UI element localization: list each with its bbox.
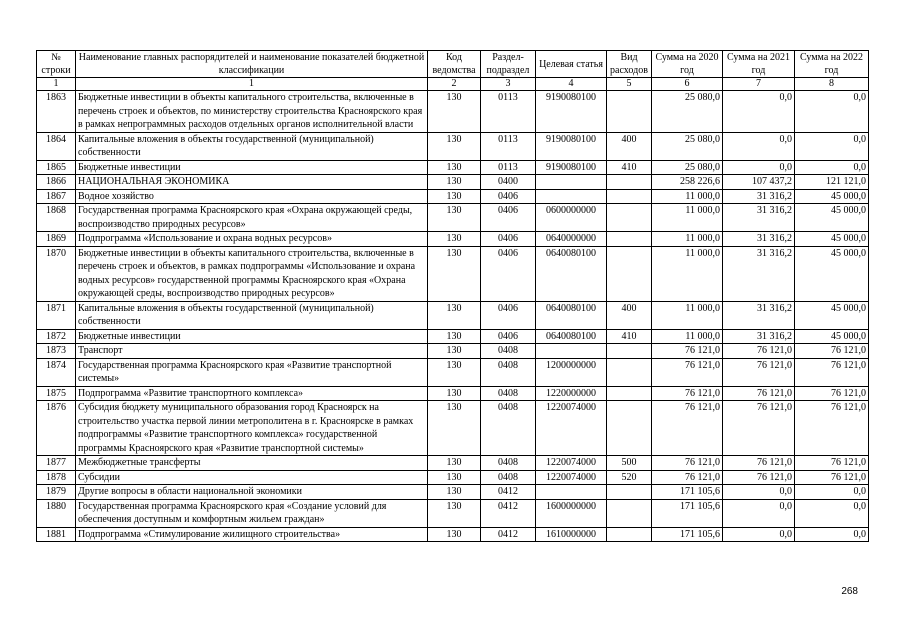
row-number: 1875 bbox=[37, 386, 76, 401]
target-item: 1600000000 bbox=[536, 499, 607, 527]
row-name: Транспорт bbox=[76, 344, 428, 359]
dept-code: 130 bbox=[428, 329, 481, 344]
column-number: 1 bbox=[37, 78, 76, 91]
table-row bbox=[37, 232, 869, 247]
sum-2021: 0,0 bbox=[723, 527, 795, 542]
row-number: 1878 bbox=[37, 470, 76, 485]
expense-type bbox=[607, 527, 652, 542]
expense-type bbox=[607, 401, 652, 456]
expense-type: 410 bbox=[607, 329, 652, 344]
sum-2021: 107 437,2 bbox=[723, 175, 795, 190]
row-number: 1876 bbox=[37, 401, 76, 456]
row-name: Капитальные вложения в объекты государственной (муниципальной) собственности bbox=[76, 132, 428, 160]
row-number: 1867 bbox=[37, 189, 76, 204]
target-item bbox=[536, 344, 607, 359]
sum-2021: 31 316,2 bbox=[723, 232, 795, 247]
sum-2022: 45 000,0 bbox=[795, 246, 869, 301]
section-code: 0406 bbox=[481, 329, 536, 344]
dept-code: 130 bbox=[428, 499, 481, 527]
dept-code: 130 bbox=[428, 470, 481, 485]
section-code: 0408 bbox=[481, 401, 536, 456]
sum-2020: 76 121,0 bbox=[652, 456, 723, 471]
table-row bbox=[37, 470, 869, 485]
target-item: 0640080100 bbox=[536, 301, 607, 329]
sum-2022: 0,0 bbox=[795, 160, 869, 175]
sum-2020: 11 000,0 bbox=[652, 232, 723, 247]
table-row bbox=[37, 358, 869, 386]
target-item: 1220000000 bbox=[536, 386, 607, 401]
sum-2020: 11 000,0 bbox=[652, 301, 723, 329]
column-number: 1 bbox=[76, 78, 428, 91]
expense-type bbox=[607, 91, 652, 133]
table-row bbox=[37, 189, 869, 204]
section-code: 0412 bbox=[481, 527, 536, 542]
row-name: НАЦИОНАЛЬНАЯ ЭКОНОМИКА bbox=[76, 175, 428, 190]
header-target-item: Целевая статья bbox=[536, 51, 607, 78]
section-code: 0406 bbox=[481, 301, 536, 329]
dept-code: 130 bbox=[428, 456, 481, 471]
table-row bbox=[37, 485, 869, 500]
row-name: Субсидии bbox=[76, 470, 428, 485]
sum-2022: 0,0 bbox=[795, 499, 869, 527]
row-number: 1864 bbox=[37, 132, 76, 160]
target-item: 0600000000 bbox=[536, 204, 607, 232]
sum-2021: 76 121,0 bbox=[723, 456, 795, 471]
sum-2020: 11 000,0 bbox=[652, 329, 723, 344]
sum-2022: 76 121,0 bbox=[795, 470, 869, 485]
sum-2022: 0,0 bbox=[795, 132, 869, 160]
row-name: Бюджетные инвестиции в объекты капитального строительства, включенные в перечень строек и объектов, по министерству строительства Красноярского края в рамках непрограммных расходов отдельных органов исполнительной власти bbox=[76, 91, 428, 133]
sum-2022: 45 000,0 bbox=[795, 204, 869, 232]
target-item: 9190080100 bbox=[536, 132, 607, 160]
row-name: Подпрограмма «Стимулирование жилищного строительства» bbox=[76, 527, 428, 542]
target-item bbox=[536, 175, 607, 190]
sum-2020: 76 121,0 bbox=[652, 401, 723, 456]
target-item: 1200000000 bbox=[536, 358, 607, 386]
target-item: 0640080100 bbox=[536, 246, 607, 301]
target-item: 1220074000 bbox=[536, 456, 607, 471]
table-row bbox=[37, 160, 869, 175]
sum-2020: 171 105,6 bbox=[652, 527, 723, 542]
sum-2020: 76 121,0 bbox=[652, 386, 723, 401]
sum-2022: 76 121,0 bbox=[795, 344, 869, 359]
sum-2021: 76 121,0 bbox=[723, 386, 795, 401]
row-number: 1869 bbox=[37, 232, 76, 247]
section-code: 0408 bbox=[481, 358, 536, 386]
row-number: 1863 bbox=[37, 91, 76, 133]
target-item: 9190080100 bbox=[536, 91, 607, 133]
target-item: 0640000000 bbox=[536, 232, 607, 247]
sum-2022: 45 000,0 bbox=[795, 329, 869, 344]
sum-2020: 11 000,0 bbox=[652, 189, 723, 204]
row-number: 1866 bbox=[37, 175, 76, 190]
row-number: 1868 bbox=[37, 204, 76, 232]
sum-2021: 31 316,2 bbox=[723, 189, 795, 204]
table-row bbox=[37, 344, 869, 359]
section-code: 0113 bbox=[481, 160, 536, 175]
row-name: Подпрограмма «Использование и охрана водных ресурсов» bbox=[76, 232, 428, 247]
sum-2022: 121 121,0 bbox=[795, 175, 869, 190]
sum-2021: 0,0 bbox=[723, 160, 795, 175]
expense-type bbox=[607, 485, 652, 500]
section-code: 0400 bbox=[481, 175, 536, 190]
column-number: 4 bbox=[536, 78, 607, 91]
row-name: Бюджетные инвестиции в объекты капитального строительства, включенные в перечень строек и объектов, в рамках подпрограммы «Использование и охрана водных ресурсов» государственной программы Красноярского края «Охрана окружающей среды, воспроизводство природных ресурсов» bbox=[76, 246, 428, 301]
sum-2021: 0,0 bbox=[723, 499, 795, 527]
table-row bbox=[37, 91, 869, 133]
sum-2021: 76 121,0 bbox=[723, 344, 795, 359]
header-row bbox=[37, 51, 869, 78]
column-number: 3 bbox=[481, 78, 536, 91]
section-code: 0408 bbox=[481, 386, 536, 401]
sum-2020: 25 080,0 bbox=[652, 160, 723, 175]
sum-2021: 0,0 bbox=[723, 91, 795, 133]
dept-code: 130 bbox=[428, 232, 481, 247]
dept-code: 130 bbox=[428, 204, 481, 232]
section-code: 0412 bbox=[481, 485, 536, 500]
section-code: 0113 bbox=[481, 91, 536, 133]
dept-code: 130 bbox=[428, 132, 481, 160]
sum-2021: 76 121,0 bbox=[723, 401, 795, 456]
row-name: Подпрограмма «Развитие транспортного комплекса» bbox=[76, 386, 428, 401]
sum-2022: 76 121,0 bbox=[795, 456, 869, 471]
column-number: 5 bbox=[607, 78, 652, 91]
expense-type bbox=[607, 344, 652, 359]
expense-type: 500 bbox=[607, 456, 652, 471]
sum-2022: 76 121,0 bbox=[795, 358, 869, 386]
sum-2022: 45 000,0 bbox=[795, 189, 869, 204]
row-name: Субсидия бюджету муниципального образования город Красноярск на строительство участка первой линии метрополитена в г. Красноярске в рамках подпрограммы «Развитие транспортного комплекса» государственной программы Красноярского края «Развитие транспортной системы» bbox=[76, 401, 428, 456]
table-row bbox=[37, 456, 869, 471]
row-name: Другие вопросы в области национальной экономики bbox=[76, 485, 428, 500]
header-row-number: № строки bbox=[37, 51, 76, 78]
expense-type bbox=[607, 358, 652, 386]
dept-code: 130 bbox=[428, 485, 481, 500]
dept-code: 130 bbox=[428, 91, 481, 133]
sum-2020: 258 226,6 bbox=[652, 175, 723, 190]
section-code: 0406 bbox=[481, 246, 536, 301]
sum-2022: 45 000,0 bbox=[795, 301, 869, 329]
sum-2021: 31 316,2 bbox=[723, 246, 795, 301]
expense-type bbox=[607, 246, 652, 301]
target-item bbox=[536, 485, 607, 500]
section-code: 0412 bbox=[481, 499, 536, 527]
table-row bbox=[37, 499, 869, 527]
row-name: Государственная программа Красноярского края «Создание условий для обеспечения доступным и комфортным жильем граждан» bbox=[76, 499, 428, 527]
sum-2022: 0,0 bbox=[795, 527, 869, 542]
sum-2022: 45 000,0 bbox=[795, 232, 869, 247]
section-code: 0408 bbox=[481, 344, 536, 359]
sum-2021: 31 316,2 bbox=[723, 301, 795, 329]
column-number: 7 bbox=[723, 78, 795, 91]
header-sum-2022: Сумма на 2022 год bbox=[795, 51, 869, 78]
section-code: 0406 bbox=[481, 232, 536, 247]
row-number: 1880 bbox=[37, 499, 76, 527]
sum-2020: 76 121,0 bbox=[652, 358, 723, 386]
section-code: 0406 bbox=[481, 204, 536, 232]
dept-code: 130 bbox=[428, 175, 481, 190]
section-code: 0408 bbox=[481, 456, 536, 471]
table-row bbox=[37, 204, 869, 232]
sum-2020: 171 105,6 bbox=[652, 499, 723, 527]
dept-code: 130 bbox=[428, 344, 481, 359]
sum-2020: 76 121,0 bbox=[652, 470, 723, 485]
sum-2021: 31 316,2 bbox=[723, 204, 795, 232]
row-number: 1865 bbox=[37, 160, 76, 175]
header-name: Наименование главных распорядителей и наименование показателей бюджетной классификации bbox=[76, 51, 428, 78]
table-row bbox=[37, 329, 869, 344]
target-item: 1220074000 bbox=[536, 401, 607, 456]
target-item bbox=[536, 189, 607, 204]
sum-2020: 76 121,0 bbox=[652, 344, 723, 359]
table-row bbox=[37, 527, 869, 542]
dept-code: 130 bbox=[428, 401, 481, 456]
sum-2021: 76 121,0 bbox=[723, 358, 795, 386]
table-row bbox=[37, 401, 869, 456]
row-number: 1871 bbox=[37, 301, 76, 329]
header-section: Раздел-подраздел bbox=[481, 51, 536, 78]
row-name: Водное хозяйство bbox=[76, 189, 428, 204]
row-name: Бюджетные инвестиции bbox=[76, 329, 428, 344]
row-name: Государственная программа Красноярского края «Развитие транспортной системы» bbox=[76, 358, 428, 386]
sum-2021: 0,0 bbox=[723, 132, 795, 160]
row-name: Капитальные вложения в объекты государственной (муниципальной) собственности bbox=[76, 301, 428, 329]
expense-type: 520 bbox=[607, 470, 652, 485]
sum-2021: 76 121,0 bbox=[723, 470, 795, 485]
row-number: 1877 bbox=[37, 456, 76, 471]
target-item: 1610000000 bbox=[536, 527, 607, 542]
sum-2022: 0,0 bbox=[795, 485, 869, 500]
dept-code: 130 bbox=[428, 160, 481, 175]
expense-type: 400 bbox=[607, 132, 652, 160]
expense-type bbox=[607, 204, 652, 232]
column-number-row bbox=[37, 78, 869, 91]
column-number: 2 bbox=[428, 78, 481, 91]
target-item: 0640080100 bbox=[536, 329, 607, 344]
sum-2020: 11 000,0 bbox=[652, 246, 723, 301]
row-number: 1874 bbox=[37, 358, 76, 386]
sum-2020: 11 000,0 bbox=[652, 204, 723, 232]
target-item: 9190080100 bbox=[536, 160, 607, 175]
row-number: 1879 bbox=[37, 485, 76, 500]
table-row bbox=[37, 175, 869, 190]
expense-type: 400 bbox=[607, 301, 652, 329]
sum-2021: 0,0 bbox=[723, 485, 795, 500]
target-item: 1220074000 bbox=[536, 470, 607, 485]
section-code: 0408 bbox=[481, 470, 536, 485]
dept-code: 130 bbox=[428, 246, 481, 301]
row-number: 1881 bbox=[37, 527, 76, 542]
table-body bbox=[37, 91, 869, 542]
sum-2020: 171 105,6 bbox=[652, 485, 723, 500]
section-code: 0406 bbox=[481, 189, 536, 204]
page-number: 268 bbox=[841, 586, 858, 597]
section-code: 0113 bbox=[481, 132, 536, 160]
dept-code: 130 bbox=[428, 189, 481, 204]
table-row bbox=[37, 246, 869, 301]
row-number: 1870 bbox=[37, 246, 76, 301]
sum-2022: 76 121,0 bbox=[795, 401, 869, 456]
sum-2020: 25 080,0 bbox=[652, 91, 723, 133]
dept-code: 130 bbox=[428, 358, 481, 386]
table-row bbox=[37, 132, 869, 160]
table-row bbox=[37, 386, 869, 401]
dept-code: 130 bbox=[428, 386, 481, 401]
dept-code: 130 bbox=[428, 527, 481, 542]
expense-type: 410 bbox=[607, 160, 652, 175]
column-number: 8 bbox=[795, 78, 869, 91]
column-number: 6 bbox=[652, 78, 723, 91]
row-number: 1873 bbox=[37, 344, 76, 359]
sum-2020: 25 080,0 bbox=[652, 132, 723, 160]
expense-type bbox=[607, 232, 652, 247]
header-sum-2021: Сумма на 2021 год bbox=[723, 51, 795, 78]
header-dept-code: Код ведомства bbox=[428, 51, 481, 78]
sum-2021: 31 316,2 bbox=[723, 329, 795, 344]
header-sum-2020: Сумма на 2020 год bbox=[652, 51, 723, 78]
expense-type bbox=[607, 386, 652, 401]
table-row bbox=[37, 301, 869, 329]
row-number: 1872 bbox=[37, 329, 76, 344]
dept-code: 130 bbox=[428, 301, 481, 329]
expense-type bbox=[607, 499, 652, 527]
budget-table bbox=[36, 50, 869, 542]
header-expense-type: Вид расходов bbox=[607, 51, 652, 78]
sum-2022: 0,0 bbox=[795, 91, 869, 133]
sum-2022: 76 121,0 bbox=[795, 386, 869, 401]
expense-type bbox=[607, 189, 652, 204]
row-name: Государственная программа Красноярского края «Охрана окружающей среды, воспроизводство природных ресурсов» bbox=[76, 204, 428, 232]
row-name: Межбюджетные трансферты bbox=[76, 456, 428, 471]
expense-type bbox=[607, 175, 652, 190]
row-name: Бюджетные инвестиции bbox=[76, 160, 428, 175]
